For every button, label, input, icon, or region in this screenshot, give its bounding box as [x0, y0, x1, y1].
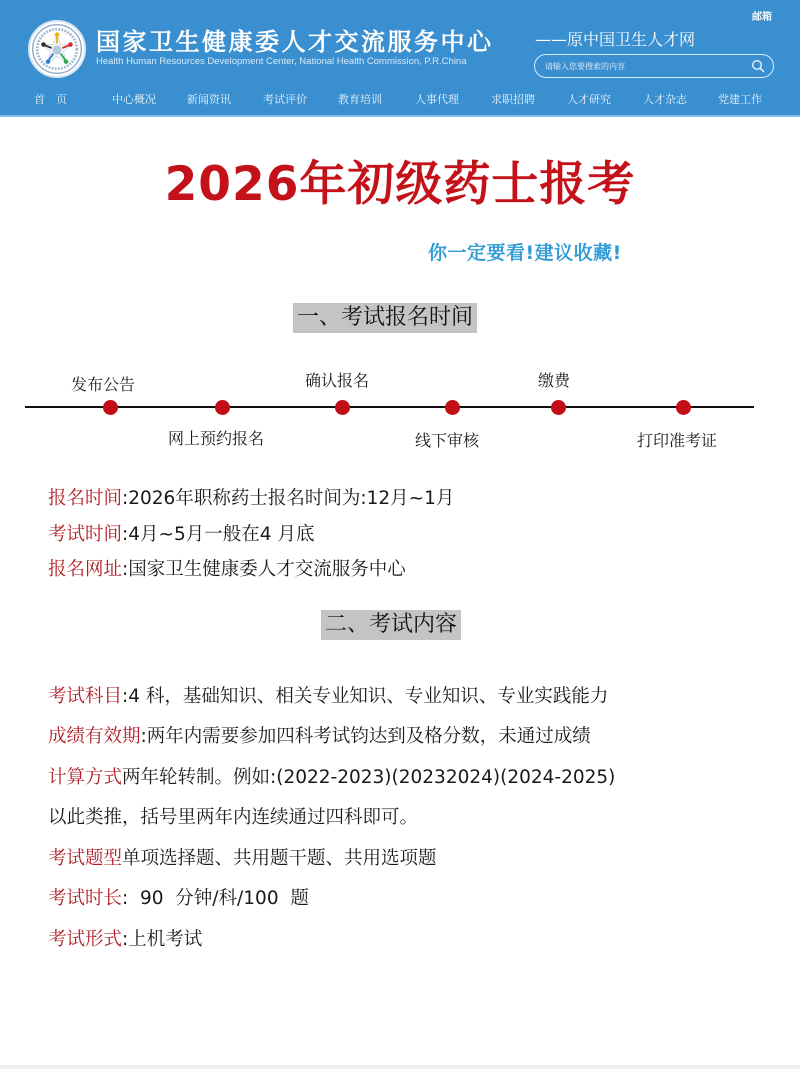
nav-item-magazine[interactable]: 人才杂志 — [643, 93, 687, 106]
timeline-step-label: 缴费 — [538, 371, 571, 390]
info-value: :2026年职称药士报名时间为:12月~1月 — [122, 488, 455, 509]
nav-item-education[interactable]: 教育培训 — [338, 93, 382, 106]
info-key: 报名网址 — [48, 559, 123, 580]
site-title: 国家卫生健康委人才交流服务中心 — [96, 28, 494, 56]
timeline-dot — [676, 400, 691, 415]
info-exam-format — [48, 925, 202, 951]
section-heading-registration-time: 一、考试报名时间 — [293, 303, 477, 333]
info-value: :4月~5月一般在4 月底 — [122, 524, 315, 545]
info-key: 报名时间 — [48, 488, 123, 509]
timeline-step-label: 网上预约报名 — [168, 429, 265, 448]
info-value: :4 科，基础知识、相关专业知识、专业知识、专业实践能力 — [122, 686, 609, 707]
info-key: 成绩有效期 — [48, 726, 141, 747]
info-key: 考试形式 — [48, 929, 123, 950]
info-calculation-method — [48, 763, 615, 789]
timeline-line — [25, 406, 754, 408]
timeline-step-label: 确认报名 — [305, 371, 370, 390]
site-logo-icon[interactable] — [28, 20, 86, 78]
nav-item-news[interactable]: 新闻资讯 — [187, 93, 231, 106]
nav-item-personnel[interactable]: 人事代理 — [415, 93, 459, 106]
info-key: 考试时间 — [48, 524, 123, 545]
nav-item-party[interactable]: 党建工作 — [718, 93, 762, 106]
info-calculation-note: 以此类推，括号里两年内连续通过四科即可。 — [48, 807, 419, 828]
info-exam-duration — [48, 884, 309, 910]
info-exam-subjects — [48, 682, 608, 708]
info-question-types — [48, 844, 437, 870]
search-input[interactable] — [545, 59, 745, 74]
timeline-step-label: 线下审核 — [415, 431, 480, 450]
timeline-dot — [551, 400, 566, 415]
info-key: 考试科目 — [48, 686, 123, 707]
info-key: 考试时长 — [48, 888, 123, 909]
site-former-name: ——原中国卫生人才网 — [535, 30, 696, 49]
search-box — [534, 54, 774, 78]
timeline-dot — [335, 400, 350, 415]
info-exam-time — [48, 520, 314, 546]
mail-link[interactable]: 邮箱 — [752, 12, 772, 23]
info-key: 考试题型 — [48, 848, 123, 869]
site-header — [0, 0, 800, 117]
info-key: 计算方式 — [48, 767, 123, 788]
info-value: :国家卫生健康委人才交流服务中心 — [122, 559, 406, 580]
info-value: : 90 分钟/科/100 题 — [122, 888, 309, 909]
nav-item-jobs[interactable]: 求职招聘 — [491, 93, 535, 106]
timeline-step-label: 发布公告 — [71, 375, 136, 394]
page-title: 2026年初级药士报考 — [164, 157, 636, 212]
nav-item-exam[interactable]: 考试评价 — [263, 93, 307, 106]
info-score-validity — [48, 722, 591, 748]
info-registration-website — [48, 555, 406, 581]
info-value: :两年内需要参加四科考试钧达到及格分数，未通过成绩 — [140, 726, 591, 747]
info-value: 单项选择题、共用题干题、共用选项题 — [122, 848, 437, 869]
bottom-edge — [0, 1065, 800, 1069]
nav-item-research[interactable]: 人才研究 — [567, 93, 611, 106]
section-heading-exam-content: 二、考试内容 — [321, 610, 461, 640]
timeline-step-label: 打印准考证 — [637, 431, 718, 450]
site-subtitle: Health Human Resources Development Center, National Health Commission, P.R.China — [96, 56, 467, 67]
tagline: 你一定要看!建议收藏! — [428, 242, 622, 264]
timeline-dot — [445, 400, 460, 415]
nav-item-about[interactable]: 中心概况 — [112, 93, 156, 106]
timeline-dot — [215, 400, 230, 415]
header-divider — [0, 115, 800, 117]
info-value: 两年轮转制。例如:(2022-2023)(20232024)(2024-2025) — [122, 767, 616, 788]
search-icon[interactable] — [751, 59, 765, 73]
timeline-dot — [103, 400, 118, 415]
info-value: :上机考试 — [122, 929, 203, 950]
nav-item-home[interactable]: 首 页 — [34, 93, 67, 106]
main-nav — [0, 88, 800, 112]
info-registration-time — [48, 484, 454, 510]
